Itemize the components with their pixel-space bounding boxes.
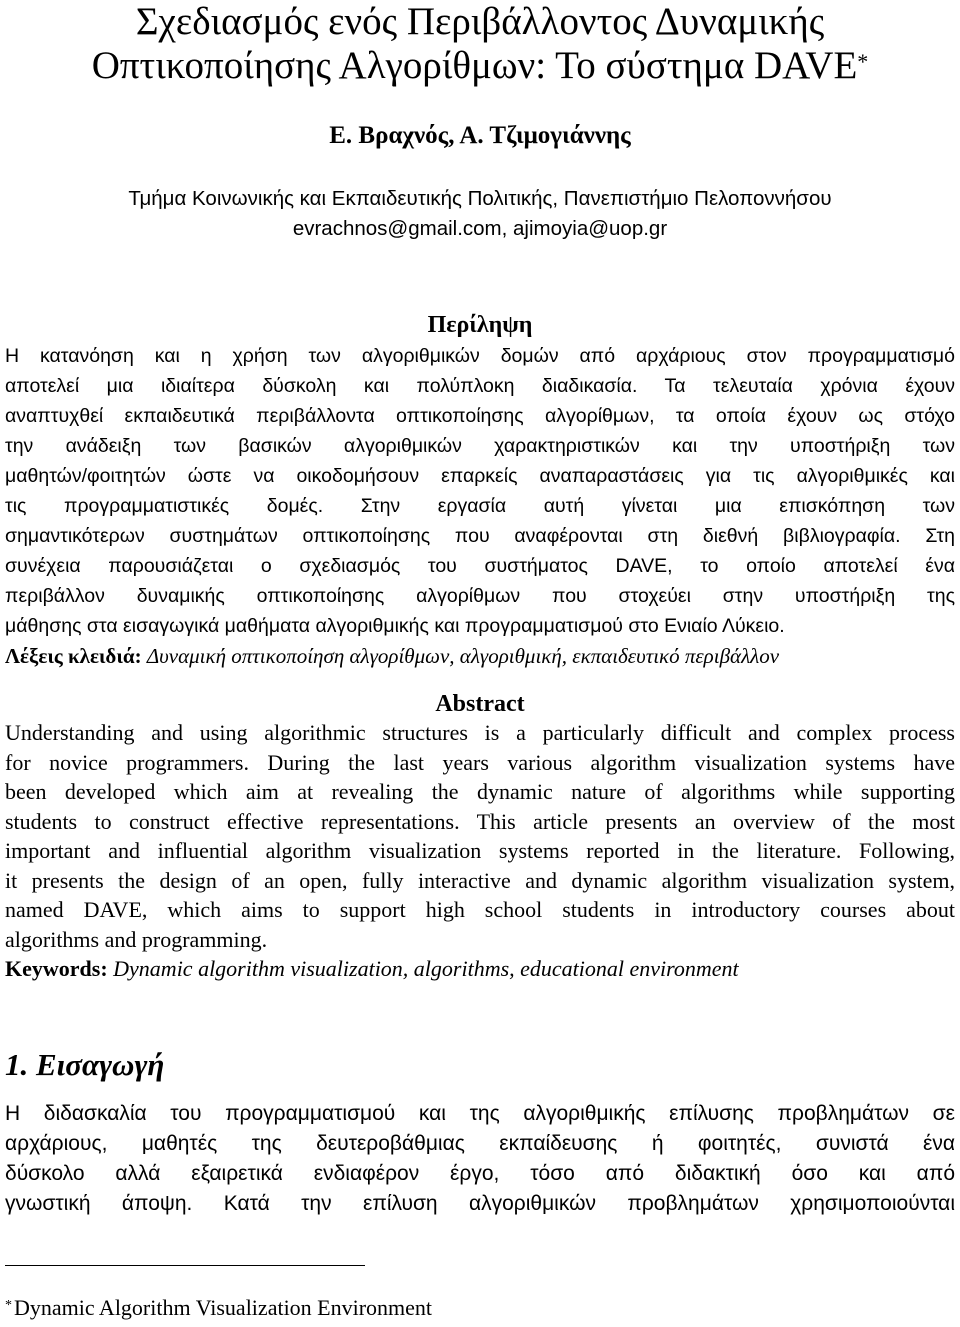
introduction-body	[5, 1099, 955, 1219]
greek-abstract-line: αναπτυχθεί εκπαιδευτικά περιβάλλοντα οπτικοποίησης αλγορίθμων, τα οποία έχουν ως στόχο	[5, 405, 955, 427]
introduction-heading: 1. Εισαγωγή	[5, 1047, 165, 1082]
english-abstract-line: it presents the design of an open, fully interactive and dynamic algorithm visualization system,	[5, 867, 955, 893]
greek-keywords	[5, 641, 955, 671]
title-footnote-marker: *	[857, 49, 869, 74]
greek-abstract-line: αποτελεί μια ιδιαίτερα δύσκολη και πολύπλοκη διαδικασία. Τα τελευταία χρόνια έχουν	[5, 375, 955, 397]
english-abstract-body	[5, 718, 955, 984]
greek-abstract-line: μαθητών/φοιτητών ώστε να οικοδομήσουν επαρκείς αναπαραστάσεις για τις αλγοριθμικές και	[5, 465, 955, 487]
greek-abstract-line: συνέχεια παρουσιάζεται ο σχεδιασμός του συστήματος DAVE, το οποίο αποτελεί ένα	[5, 555, 955, 577]
footnote-text: Dynamic Algorithm Visualization Environment	[14, 1295, 433, 1320]
greek-abstract-line: σημαντικότερων συστημάτων οπτικοποίησης που αναφέρονται στη διεθνή βιβλιογραφία. Στη	[5, 525, 955, 547]
english-keywords-label: Keywords:	[5, 956, 108, 981]
english-abstract-line: students to construct effective representations. This article presents an overview of the most	[5, 808, 955, 834]
paper-title	[0, 0, 960, 88]
greek-abstract-line: περιβάλλον δυναμικής οπτικοποίησης αλγορίθμων που στοχεύει στην υποστήριξη της	[5, 585, 955, 607]
english-abstract-line: algorithms and programming.	[5, 926, 268, 952]
greek-keywords-label: Λέξεις κλειδιά:	[5, 644, 142, 668]
footnote-marker: *	[5, 1298, 12, 1313]
english-abstract-line: Understanding and using algorithmic structures is a particularly difficult and complex process	[5, 720, 955, 745]
author-emails: evrachnos@gmail.com, ajimoyia@uop.gr	[292, 217, 668, 240]
greek-abstract-line: Η κατανόηση και η χρήση των αλγοριθμικών δομών από αρχάριους στον προγραμματισμό	[5, 345, 955, 367]
english-abstract-line: important and influential algorithm visualization systems reported in the literature. Following,	[5, 838, 955, 863]
english-abstract-line: named DAVE, which aims to support high school students in introductory courses about	[5, 897, 955, 922]
affiliation: Τμήμα Κοινωνικής και Εκπαιδευτικής Πολιτικής, Πανεπιστήμιο Πελοποννήσου	[128, 187, 832, 210]
english-keywords	[5, 954, 955, 984]
english-keywords-text: Dynamic algorithm visualization, algorithms, educational environment	[113, 956, 739, 981]
greek-abstract-body	[5, 341, 955, 671]
english-abstract-heading: Abstract	[435, 691, 525, 717]
greek-abstract-heading: Περίληψη	[427, 312, 533, 338]
title-line-2-text: Οπτικοποίησης Αλγορίθμων: Το σύστημα DAVE	[91, 44, 858, 87]
authors: Ε. Βραχνός, Α. Τζιμογιάννης	[329, 122, 631, 149]
footnote	[5, 1293, 432, 1323]
title-line-1: Σχεδιασμός ενός Περιβάλλοντος Δυναμικής	[135, 0, 825, 43]
title-line-2	[0, 44, 960, 88]
greek-keywords-text: Δυναμική οπτικοποίηση αλγορίθμων, αλγοριθμική, εκπαιδευτικό περιβάλλον	[146, 644, 780, 668]
introduction-line: γνωστική άποψη. Κατά την επίλυση αλγοριθμικών προβλημάτων χρησιμοποιούνται	[5, 1192, 955, 1215]
introduction-line: Η διδασκαλία του προγραμματισμού και της αλγοριθμικής επίλυσης προβλημάτων σε	[5, 1102, 955, 1125]
introduction-line: αρχάριους, μαθητές της δευτεροβάθμιας εκπαίδευσης ή φοιτητές, συνιστά ένα	[5, 1132, 955, 1155]
greek-abstract-line: τις προγραμματιστικές δομές. Στην εργασία αυτή γίνεται μια επισκόπηση των	[5, 495, 955, 517]
english-abstract-line: been developed which aim at revealing the dynamic nature of algorithms while supporting	[5, 779, 955, 804]
greek-abstract-line: μάθησης στα εισαγωγικά μαθήματα αλγοριθμικής και προγραμματισμού στο Ενιαίο Λύκειο.	[5, 615, 785, 637]
footnote-separator	[5, 1265, 365, 1266]
introduction-line: δύσκολο αλλά εξαιρετικά ενδιαφέρον έργο, τόσο από διδακτική όσο και από	[5, 1162, 955, 1185]
english-abstract-line: for novice programmers. During the last years various algorithm visualization systems have	[5, 749, 955, 775]
greek-abstract-line: την ανάδειξη των βασικών αλγοριθμικών χαρακτηριστικών και την υποστήριξη των	[5, 435, 955, 457]
